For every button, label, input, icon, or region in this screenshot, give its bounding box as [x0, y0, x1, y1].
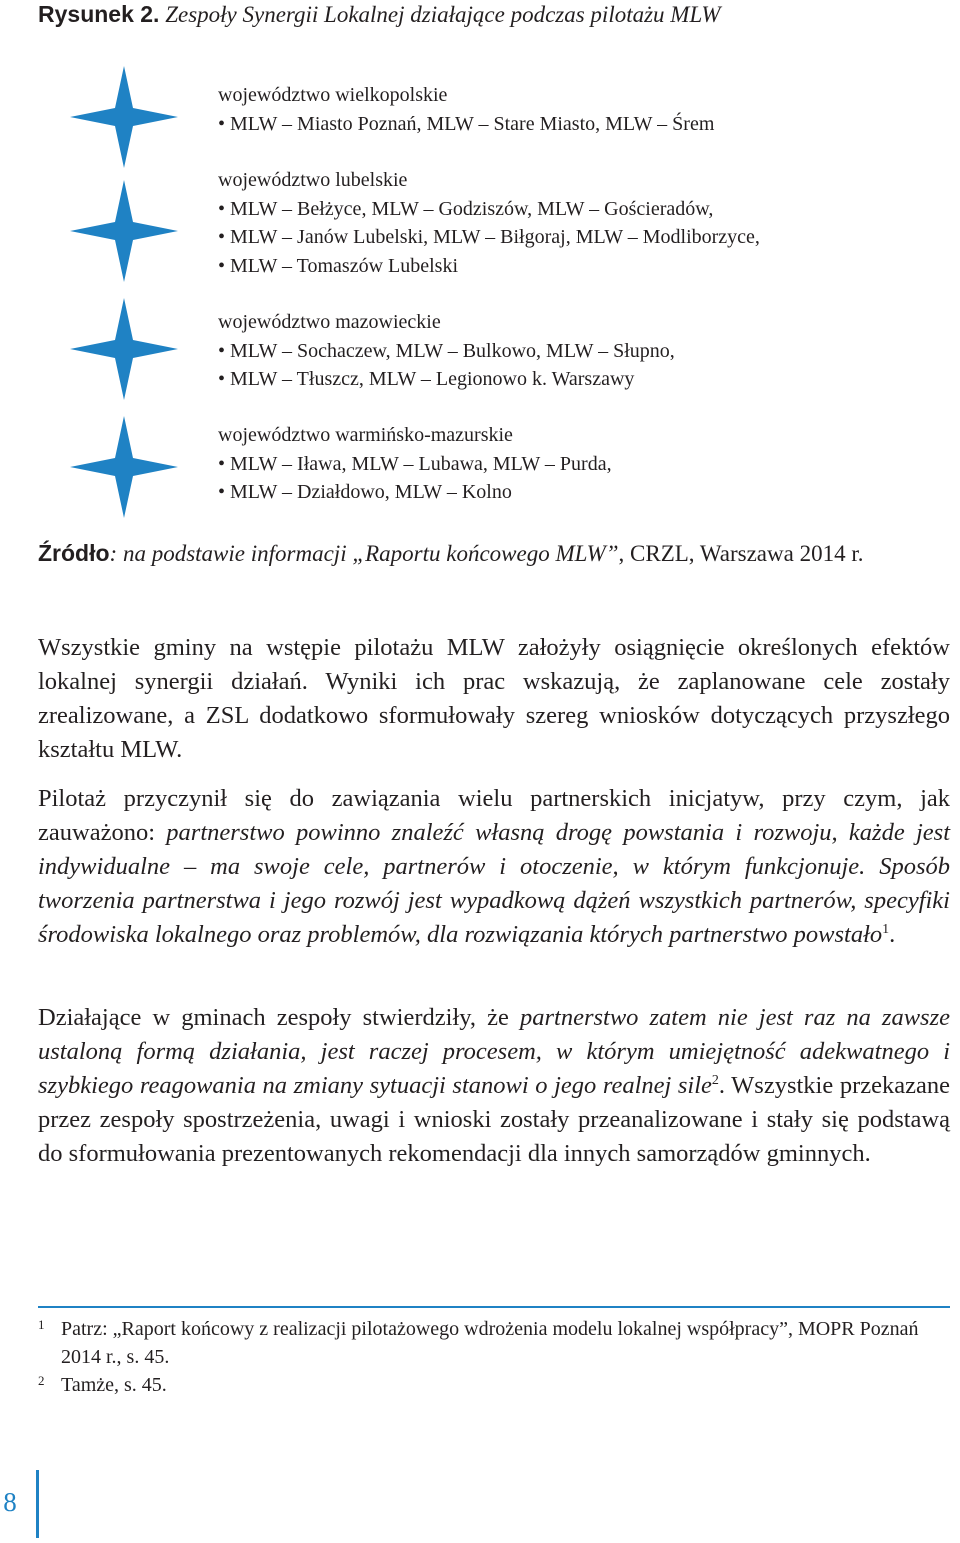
footnote-number: 2 — [38, 1373, 45, 1388]
region-wielkopolskie — [218, 81, 918, 138]
figure-title: Zespoły Synergii Lokalnej działające podczas pilotażu MLW — [165, 2, 721, 27]
footnote-text: Patrz: „Raport końcowy z realizacji pilotażowego wdrożenia modelu lokalnej współpracy”, MOPR Poznań 2014 r., s. 45. — [61, 1318, 919, 1368]
page-number: 8 — [3, 1487, 17, 1517]
figure-label: Rysunek 2. — [38, 1, 160, 27]
footnote-1 — [38, 1315, 950, 1371]
region-line: • MLW – Janów Lubelski, MLW – Biłgoraj, MLW – Modliborzyce, — [218, 226, 760, 248]
region-mazowieckie — [218, 308, 918, 394]
region-name: województwo mazowieckie — [218, 311, 441, 333]
four-pointed-star-icon — [70, 416, 178, 518]
footnote-ref-1[interactable]: 1 — [882, 922, 890, 937]
page-number-rule — [36, 1470, 39, 1538]
region-name: województwo warmińsko-mazurskie — [218, 424, 513, 446]
source-rest: , CRZL, Warszawa 2014 r. — [618, 541, 864, 566]
region-line: • MLW – Działdowo, MLW – Kolno — [218, 481, 512, 503]
paragraph-text: Działające w gminach zespoły stwierdziły, że — [38, 1004, 520, 1031]
paragraph-italic-quote: partnerstwo zatem nie jest raz na zawsze ustaloną formą działania, jest raczej procesem, w którym umiejętność adekwatnego i szybkiego reagowania na zmiany sytuacji stanowi o jego realnej sile — [38, 1004, 950, 1099]
footnote-ref-2[interactable]: 2 — [711, 1073, 719, 1088]
four-pointed-star-icon — [70, 66, 178, 168]
source-colon: : — [109, 541, 118, 566]
paragraph-text: . — [889, 921, 896, 948]
body-paragraph-2 — [38, 782, 950, 952]
region-line: • MLW – Tomaszów Lubelski — [218, 254, 459, 277]
region-line: • MLW – Bełżyce, MLW – Godziszów, MLW – Gościeradów, — [218, 197, 714, 220]
footnote-number: 1 — [38, 1317, 45, 1332]
four-pointed-star-icon — [70, 298, 178, 400]
region-line: • MLW – Miasto Poznań, MLW – Stare Miasto, MLW – Śrem — [218, 112, 715, 135]
four-pointed-star-icon — [70, 180, 178, 282]
footnote-text: Tamże, s. 45. — [61, 1374, 167, 1396]
paragraph-text: Pilotaż przyczynił się do zawiązania wielu partnerskich inicjatyw, przy czym, jak zauważono: — [38, 785, 950, 846]
figure-caption — [38, 0, 938, 29]
region-warminsko-mazurskie — [218, 421, 918, 507]
figure-source — [38, 538, 948, 569]
region-lubelskie — [218, 166, 918, 280]
paragraph-text: Wszystkie gminy na wstępie pilotażu MLW założyły osiągnięcie określonych efektów lokalnej synergii działań. Wyniki ich prac wskazują, że zaplanowane cele zostały zrealizowane, a ZSL dodatkowo sformułowały szereg wniosków dotyczących przyszłego kształtu MLW. — [38, 634, 950, 763]
body-paragraph-1 — [38, 631, 950, 767]
region-line: • MLW – Iława, MLW – Lubawa, MLW – Purda, — [218, 452, 612, 475]
region-name: województwo lubelskie — [218, 169, 408, 191]
source-label: Źródło — [38, 540, 110, 566]
paragraph-text: . Wszystkie przekazane przez zespoły spostrzeżenia, uwagi i wnioski zostały przeanalizowane i stały się podstawą do sformułowania prezentowanych rekomendacji dla innych samorządów gminnych. — [38, 1072, 950, 1167]
paragraph-italic-quote: partnerstwo powinno znaleźć własną drogę powstania i rozwoju, każde jest indywidualne – ma swoje cele, partnerów i otoczenie, w którym funkcjonuje. Sposób tworzenia partnerstwa i jego rozwój jest wypadkową dążeń wszystkich partnerów, specyfiki środowiska lokalnego oraz problemów, dla rozwiązania których partnerstwo powstało — [38, 819, 950, 948]
region-name: województwo wielkopolskie — [218, 84, 448, 106]
body-paragraph-3 — [38, 1001, 950, 1171]
region-line: • MLW – Sochaczew, MLW – Bulkowo, MLW – Słupno, — [218, 339, 675, 362]
footnote-2 — [38, 1371, 950, 1399]
region-line: • MLW – Tłuszcz, MLW – Legionowo k. Warszawy — [218, 368, 635, 390]
footnote-divider — [38, 1306, 950, 1308]
source-italic: na podstawie informacji „Raportu końcowego MLW” — [117, 541, 619, 566]
